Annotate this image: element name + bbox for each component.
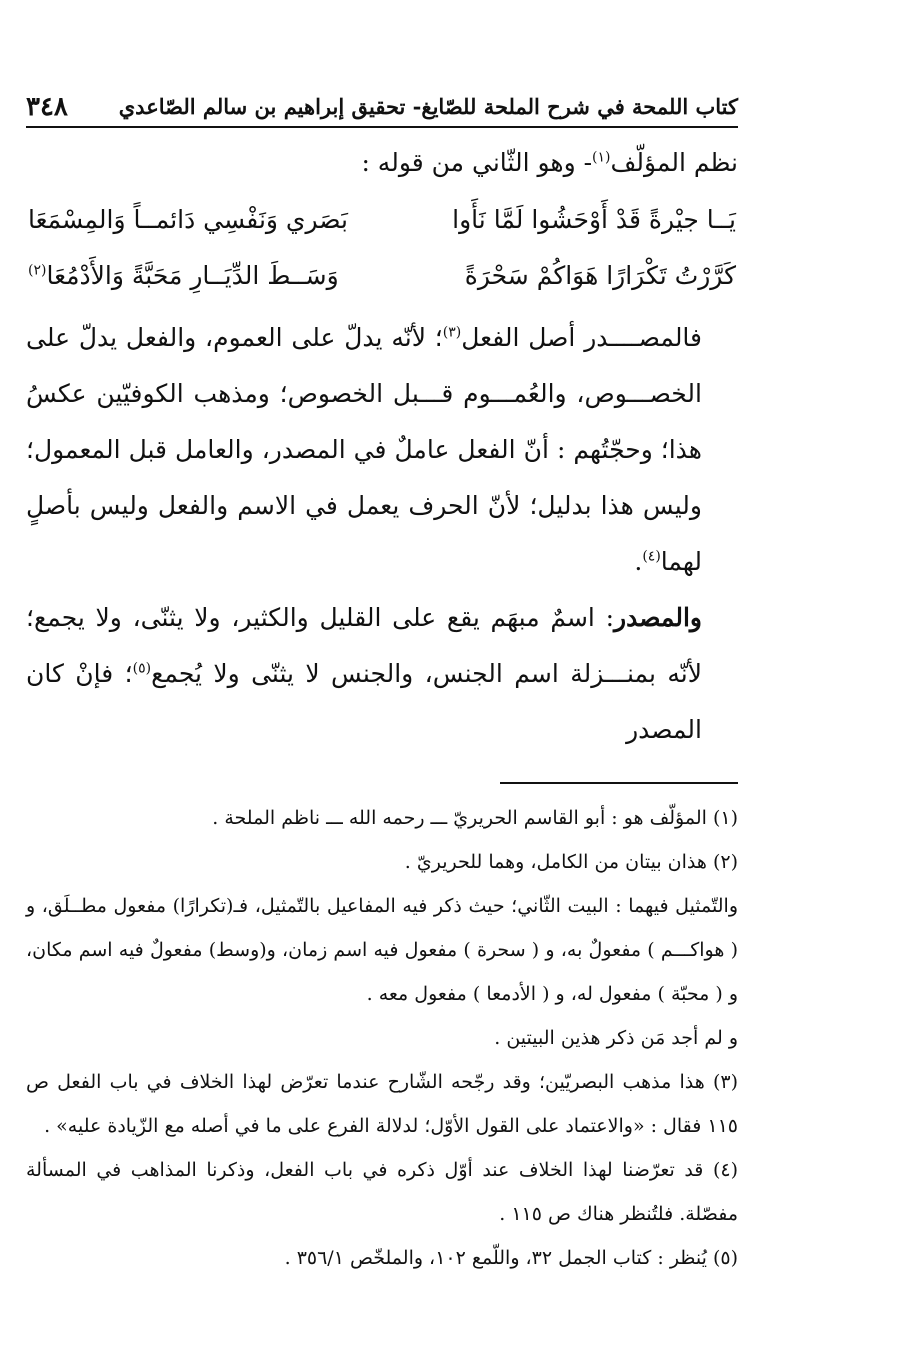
- verse-line-1: [26, 192, 738, 248]
- verse-1-second-hemistich: بَصَري وَنَفْسِي دَائمــاً وَالمِسْمَعَا: [28, 205, 348, 234]
- footnote-separator: [500, 782, 738, 784]
- verse-2-second-hemistich: وَسَــطَ الدِّيَــارِ مَحَبَّةً وَالأَدْمُعَا$^{(٢)}$: [28, 261, 339, 290]
- footnote-2: (٢) هذان بيتان من الكامل، وهما للحريريّ .: [404, 851, 738, 873]
- footnotes: [26, 796, 738, 1280]
- footnote-1: (١) المؤلّف هو : أبو القاسم الحريريّ ـــ رحمه الله ـــ ناظم الملحة .: [212, 807, 738, 829]
- paragraph-2: والمصدر: اسمٌ مبهَم يقع على القليل والكثير، ولا يثنّى، ولا يجمع؛ لأنّه بمنـــزلة اسم الجنس، والجنس لا يثنّى ولا يُجمع$^{(٥)}$؛ فإنْ كان المصدر: [26, 603, 702, 744]
- footnote-ref-1: (١): [592, 149, 611, 166]
- verse-2-first-hemistich: كَرَّرْتُ تَكْرَارًا هَوَاكُمْ سَحْرَةً: [464, 261, 736, 290]
- footnote-ref-2: (٢): [28, 262, 47, 279]
- footnote-2-note: و لم أجد مَن ذكر هذين البيتين .: [494, 1027, 738, 1049]
- verse-line-2: [26, 248, 738, 304]
- footnote-ref-3: (٣): [442, 324, 462, 341]
- page-header: [26, 92, 738, 124]
- footnote-ref-5: (٥): [132, 660, 152, 677]
- book-page: [26, 92, 738, 1280]
- verse-block: [26, 192, 738, 304]
- footnote-4: (٤) قد تعرّضنا لهذا الخلاف عند أوّل ذكره في باب الفعل، وذكرنا المذاهب في المسألة مفصّلة. فلتُنظر هناك ص ١١٥ .: [26, 1159, 738, 1225]
- main-text: [26, 138, 738, 758]
- intro-line: نظم المؤلّف$^{(١)}$- وهو الثّاني من قوله :: [361, 148, 738, 177]
- verse-1-first-hemistich: يَــا جيْرةً قَدْ أَوْحَشُوا لَمَّا نَأَوا: [452, 205, 736, 234]
- paragraph-1: فالمصــــدر أصل الفعل$^{(٣)}$؛ لأنّه يدلّ على العموم، والفعل يدلّ على الخصـــوص، والعُمـــوم قـــبل الخصوص؛ ومذهب الكوفيّين عكسُ هذا؛ وحجّتُهم : أنّ الفعل عاملٌ في المصدر، والعامل قبل المعمول؛ وليس هذا بدليل؛ لأنّ الحرف يعمل في الاسم والفعل وليس بأصلٍ لهما$^{(٤)}$.: [26, 323, 702, 576]
- term-masdar: والمصدر: [614, 603, 702, 632]
- page-number: ٣٤٨: [26, 92, 68, 122]
- footnote-2-detail: والتّمثيل فيهما : البيت الثّاني؛ حيث ذكر فيه المفاعيل بالتّمثيل، فـ(تكرارًا) مفعول مطــلَق، و ( هواكـــم ) مفعولٌ به، و ( سحرة ) مفعول فيه اسم زمان، و(وسط) مفعولٌ فيه اسم مكان، و ( محبّة ) مفعول له، و ( الأدمعا ) مفعول معه .: [26, 895, 738, 1005]
- footnote-3: (٣) هذا مذهب البصريّين؛ وقد رجّحه الشّارح عندما تعرّض لهذا الخلاف في باب الفعل ص ١١٥ فقال : «والاعتماد على القول الأوّل؛ لدلالة الفرع على ما في أصله مع الزّيادة عليه» .: [26, 1071, 738, 1137]
- footnote-ref-4: (٤): [642, 548, 661, 565]
- footnote-5: (٥) يُنظر : كتاب الجمل ٣٢، واللّمع ١٠٢، والملخّص ٣٥٦/١ .: [284, 1247, 738, 1269]
- header-rule: [26, 126, 738, 128]
- running-title: كتاب اللمحة في شرح الملحة للصّايغ- تحقيق إبراهيم بن سالم الصّاعدي: [118, 94, 738, 119]
